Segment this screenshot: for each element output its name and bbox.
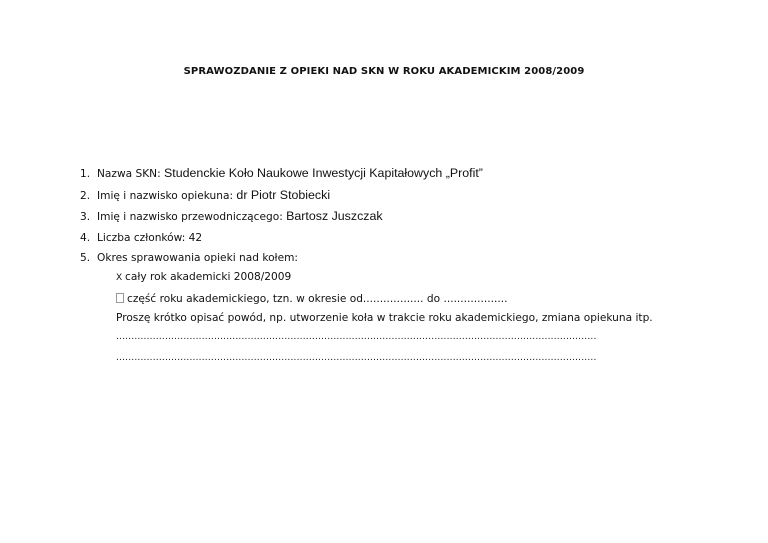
dotted-line: ............................................................................................................................................................. [116, 353, 597, 363]
item-label: Liczba członków: 42 [97, 232, 203, 244]
item-answer: dr Piotr Stobiecki [236, 188, 331, 202]
item-number: 5. [80, 252, 91, 264]
item-label: Imię i nazwisko przewodniczącego: [97, 211, 287, 223]
option-text: cały rok akademicki 2008/2009 [125, 271, 292, 283]
document-title: SPRAWOZDANIE Z OPIEKI NAD SKN W ROKU AKADEMICKIM 2008/2009 [183, 66, 585, 77]
item-number: 4. [80, 232, 91, 244]
checkbox-empty-icon [116, 293, 124, 303]
dotted-line: ............................................................................................................................................................. [116, 332, 597, 342]
option-text: część roku akademickiego, tzn. w okresie od.................. do ................... [127, 293, 508, 305]
item-label: Imię i nazwisko opiekuna: [97, 190, 237, 202]
checkbox-checked-icon: X [116, 273, 123, 283]
item-skn-name [80, 166, 483, 181]
item-number: 2. [80, 190, 91, 202]
reason-instruction: Proszę krótko opisać powód, np. utworzenie koła w trakcie roku akademickiego, zmiana opiekuna itp. [116, 312, 653, 324]
item-label: Nazwa SKN: [97, 168, 165, 180]
item-number: 3. [80, 211, 91, 223]
option-full-year [116, 270, 291, 285]
item-supervisor [80, 188, 330, 203]
item-member-count [80, 231, 202, 245]
option-part-year [116, 292, 507, 306]
item-label: Okres sprawowania opieki nad kołem: [97, 252, 298, 264]
item-supervision-period [80, 251, 298, 265]
item-number: 1. [80, 168, 91, 180]
item-chairman [80, 209, 383, 224]
item-answer: Studenckie Koło Naukowe Inwestycji Kapitałowych „Profit” [164, 166, 483, 180]
item-answer: Bartosz Juszczak [286, 209, 383, 223]
